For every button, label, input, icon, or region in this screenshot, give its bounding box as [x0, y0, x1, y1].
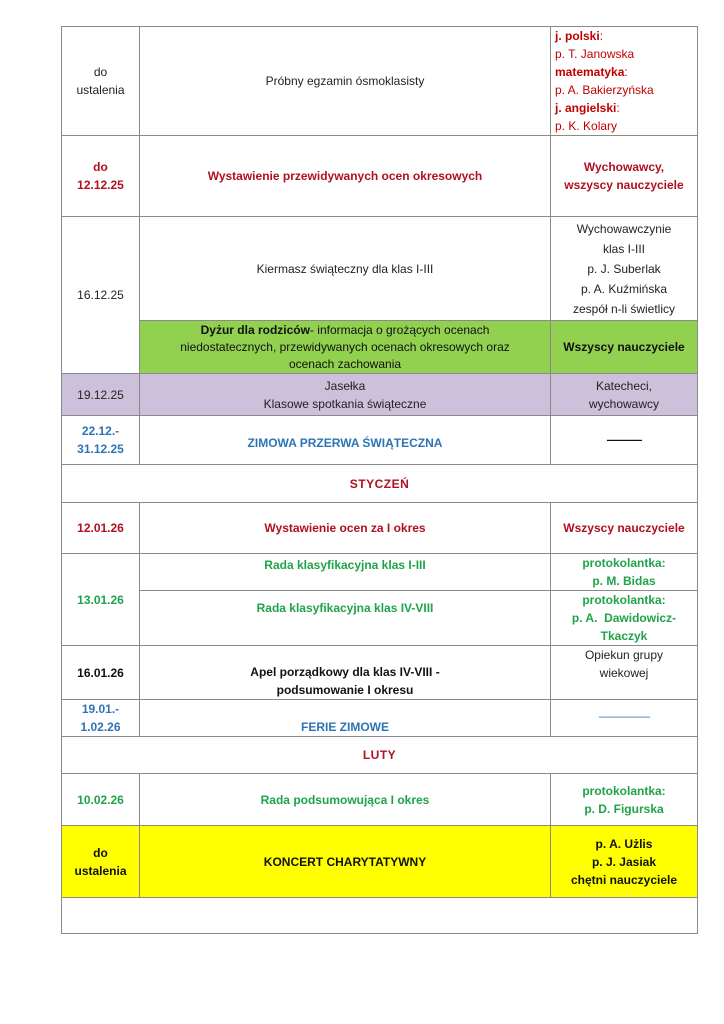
event-bold: Dyżur dla rodziców	[200, 322, 310, 337]
month-header	[62, 737, 698, 774]
table-row	[62, 27, 698, 136]
label-suffix: :	[599, 29, 604, 43]
date-cell	[62, 826, 140, 898]
teacher-name: p. A. Bakierzyńska	[555, 83, 654, 97]
month-header-row	[62, 737, 698, 774]
event-text: Próbny egzamin ósmoklasisty	[265, 74, 425, 88]
date-line: 19.01.-	[81, 702, 120, 716]
responsible-cell	[551, 774, 698, 826]
responsible-line: protokolantka:	[582, 593, 666, 607]
responsible-line: chętni nauczyciele	[570, 872, 678, 887]
responsible-line: p. A. Użlis	[595, 836, 653, 851]
date-line: do	[93, 160, 108, 174]
table-row	[62, 136, 698, 217]
event-cell	[140, 774, 551, 826]
responsible-line: zespół n-li świetlicy	[572, 301, 676, 316]
date-line: 22.12.-	[81, 424, 120, 438]
table-row	[62, 591, 698, 646]
responsible-line: Wychowawczynie	[576, 221, 672, 236]
responsible-line: klas I-III	[602, 241, 645, 256]
table-row	[62, 374, 698, 416]
date-line: 1.02.26	[80, 720, 121, 734]
responsible-line: Tkaczyk	[600, 629, 648, 643]
responsible-line: wszyscy nauczyciele	[564, 178, 684, 192]
event-cell	[140, 554, 551, 591]
responsible-cell	[551, 136, 698, 217]
responsible-line: Wychowawcy,	[583, 160, 665, 174]
responsible-line: wychowawcy	[588, 396, 660, 411]
event-text: ZIMOWA PRZERWA ŚWIĄTECZNA	[247, 436, 443, 450]
responsible-cell	[551, 554, 698, 591]
responsible-line: Katecheci,	[595, 378, 653, 393]
responsible-cell	[551, 321, 698, 374]
responsible-cell	[551, 217, 698, 321]
empty-row	[62, 898, 698, 934]
date-cell	[62, 554, 140, 646]
responsible-cell	[551, 416, 698, 465]
date-text: 12.01.26	[77, 521, 124, 535]
event-text: Wystawienie ocen za I okres	[264, 521, 426, 535]
date-cell	[62, 217, 140, 374]
event-line: Apel porządkowy dla klas IV-VIII -	[250, 665, 440, 679]
event-cell	[140, 700, 551, 737]
responsible-line: p. A. Dawidowicz-	[571, 611, 677, 625]
event-text: Rada klasyfikacyjna klas I-III	[264, 558, 426, 572]
month-title: STYCZEŃ	[349, 476, 410, 491]
event-cell	[140, 416, 551, 465]
dash-placeholder: ----------------------	[598, 712, 650, 723]
responsible-line: protokolantka:	[582, 783, 666, 798]
date-cell	[62, 27, 140, 136]
empty-cell	[62, 898, 698, 934]
responsible-cell	[551, 374, 698, 416]
event-text: FERIE ZIMOWE	[301, 720, 389, 734]
responsible-cell	[551, 27, 698, 136]
schedule-table	[61, 26, 698, 934]
event-cell	[140, 646, 551, 700]
table-row	[62, 416, 698, 465]
responsible-text: Wszyscy nauczyciele	[563, 340, 685, 354]
responsible-cell	[551, 826, 698, 898]
table-row	[62, 321, 698, 374]
label-suffix: :	[616, 101, 620, 115]
event-text: Rada podsumowująca I okres	[260, 792, 430, 807]
date-text: 13.01.26	[77, 592, 124, 607]
responsible-cell	[551, 503, 698, 554]
event-line: Klasowe spotkania świąteczne	[263, 396, 427, 411]
responsible-line: protokolantka:	[582, 556, 666, 570]
date-text: 16.12.25	[77, 288, 124, 302]
table-row	[62, 646, 698, 700]
date-text: 19.12.25	[77, 387, 124, 402]
responsible-cell	[551, 591, 698, 646]
table-row	[62, 826, 698, 898]
responsible-text: Wszyscy nauczyciele	[563, 521, 685, 535]
event-text: Kiermasz świąteczny dla klas I-III	[256, 261, 434, 276]
date-cell	[62, 503, 140, 554]
dash-placeholder: ---------------	[606, 435, 642, 446]
event-text: Rada klasyfikacyjna klas IV-VIII	[256, 601, 434, 615]
date-line: 31.12.25	[77, 442, 124, 456]
responsible-line: Opiekun grupy	[584, 648, 664, 662]
date-line: ustalenia	[76, 83, 125, 97]
event-cell	[140, 136, 551, 217]
subject-label: matematyka	[555, 65, 625, 79]
date-cell	[62, 374, 140, 416]
event-cell	[140, 27, 551, 136]
responsible-line: p. J. Suberlak	[587, 261, 661, 276]
event-cell	[140, 374, 551, 416]
responsible-line: p. M. Bidas	[592, 574, 656, 588]
date-cell	[62, 646, 140, 700]
event-cell	[140, 591, 551, 646]
event-cell	[140, 321, 551, 374]
table-row	[62, 503, 698, 554]
event-text: KONCERT CHARYTATYWNY	[263, 854, 427, 869]
date-line: do	[93, 65, 108, 79]
teacher-name: p. T. Janowska	[555, 47, 635, 61]
event-text: - informacja o grożących ocenach niedostatecznych, przewidywanych ocenach okresowych oraz ocenach zachowania	[180, 322, 510, 371]
teacher-name: p. K. Kolary	[555, 119, 618, 133]
responsible-line: p. J. Jasiak	[591, 854, 657, 869]
event-cell	[140, 503, 551, 554]
table-row	[62, 774, 698, 826]
date-line: do	[93, 845, 108, 860]
date-text: 16.01.26	[77, 665, 124, 680]
date-cell	[62, 700, 140, 737]
date-line: ustalenia	[74, 863, 127, 878]
month-header	[62, 465, 698, 503]
label-suffix: :	[624, 65, 628, 79]
responsible-line: p. A. Kuźmińska	[580, 281, 668, 296]
responsible-line: wiekowej	[599, 666, 649, 680]
month-title: LUTY	[362, 748, 397, 762]
responsible-line: p. D. Figurska	[584, 801, 664, 816]
event-line: Jasełka	[324, 378, 366, 393]
event-cell	[140, 217, 551, 321]
subject-label: j. angielski	[555, 101, 617, 115]
responsible-cell	[551, 646, 698, 700]
responsible-cell	[551, 700, 698, 737]
table-row	[62, 700, 698, 737]
event-line: podsumowanie I okresu	[276, 683, 414, 697]
date-cell	[62, 416, 140, 465]
table-row	[62, 217, 698, 321]
date-cell	[62, 136, 140, 217]
table-row	[62, 554, 698, 591]
date-text: 10.02.26	[77, 792, 124, 807]
date-line: 12.12.25	[77, 178, 124, 192]
event-text: Wystawienie przewidywanych ocen okresowych	[207, 169, 483, 183]
subject-label: j. polski	[555, 29, 600, 43]
month-header-row	[62, 465, 698, 503]
event-cell	[140, 826, 551, 898]
date-cell	[62, 774, 140, 826]
